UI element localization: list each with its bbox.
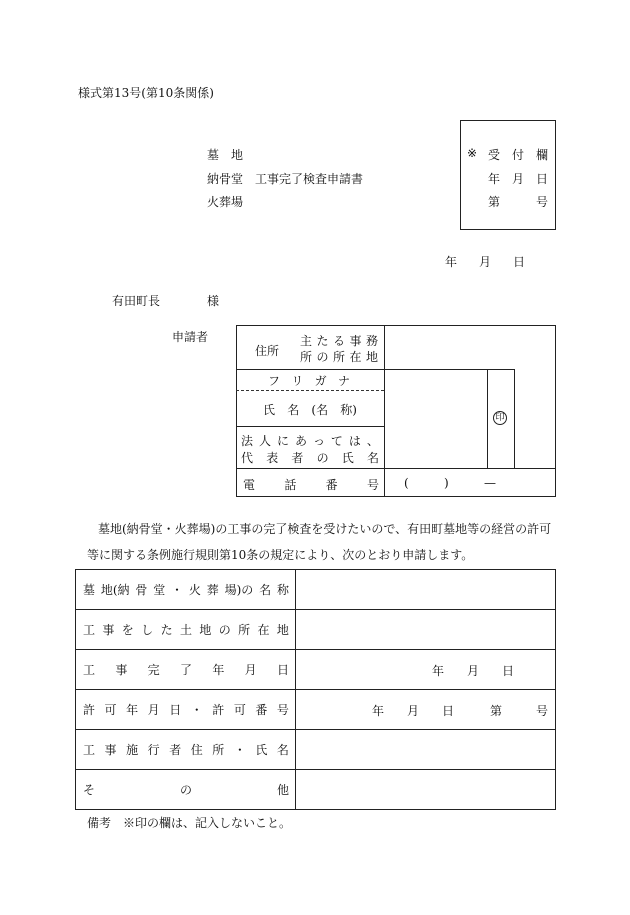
office-line-1: 主 た る 事 務 <box>300 334 378 348</box>
permit-number-value: 第 号 <box>490 704 548 718</box>
receipt-mark: ※ <box>467 146 478 160</box>
note: 備考 ※印の欄は、記入しないこと。 <box>87 816 292 830</box>
addressee-honorific: 様 <box>207 294 220 308</box>
body-text-line-1: 墓地(納骨堂・火葬場)の工事の完了検査を受けたいので、有田町墓地等の経営の許可 <box>98 522 552 536</box>
phone-label: 電 話 番 号 <box>243 478 379 492</box>
date-line: 年 月 日 <box>445 255 525 269</box>
applicant-label: 申請者 <box>172 330 209 344</box>
completion-date-value: 年 月 日 <box>432 664 514 678</box>
representative-line-1: 法 人 に あ っ て は 、 <box>241 434 379 448</box>
permit-date-value: 年 月 日 <box>372 704 454 718</box>
address-label: 住所 <box>255 344 280 358</box>
row-construction-site: 工 事 を し た 土 地 の 所 在 地 <box>83 622 289 637</box>
office-line-2: 所 の 所 在 地 <box>300 350 378 364</box>
title-line-3: 火葬場 <box>207 195 244 209</box>
name-label: 氏 名 (名 称) <box>263 403 357 417</box>
row-permit-info: 許 可 年 月 日 ・ 許 可 番 号 <box>83 702 289 717</box>
representative-line-2: 代 表 者 の 氏 名 <box>241 451 379 465</box>
body-text-line-2: 等に関する条例施行規則第10条の規定により、次のとおり申請します。 <box>87 548 474 562</box>
addressee-name: 有田町長 <box>112 294 161 308</box>
row-facility-name: 墓 地(納 骨 堂 ・ 火 葬 場)の 名 称 <box>83 582 289 597</box>
row-other: そ の 他 <box>83 783 289 797</box>
form-number: 様式第13号(第10条関係) <box>78 86 214 100</box>
row-contractor: 工 事 施 行 者 住 所 ・ 氏 名 <box>83 742 289 757</box>
title-line-2: 納骨堂 工事完了検査申請書 <box>207 172 364 186</box>
receipt-label: 受 付 欄 <box>488 148 548 162</box>
row-completion-date: 工 事 完 了 年 月 日 <box>83 662 289 677</box>
seal-mark: 印 <box>493 411 507 425</box>
receipt-date: 年 月 日 <box>488 172 548 186</box>
title-line-1: 墓 地 <box>207 148 244 162</box>
phone-format: ( ) — <box>404 476 496 490</box>
furigana-label: フ リ ガ ナ <box>268 374 350 388</box>
receipt-number: 第 号 <box>488 195 548 209</box>
